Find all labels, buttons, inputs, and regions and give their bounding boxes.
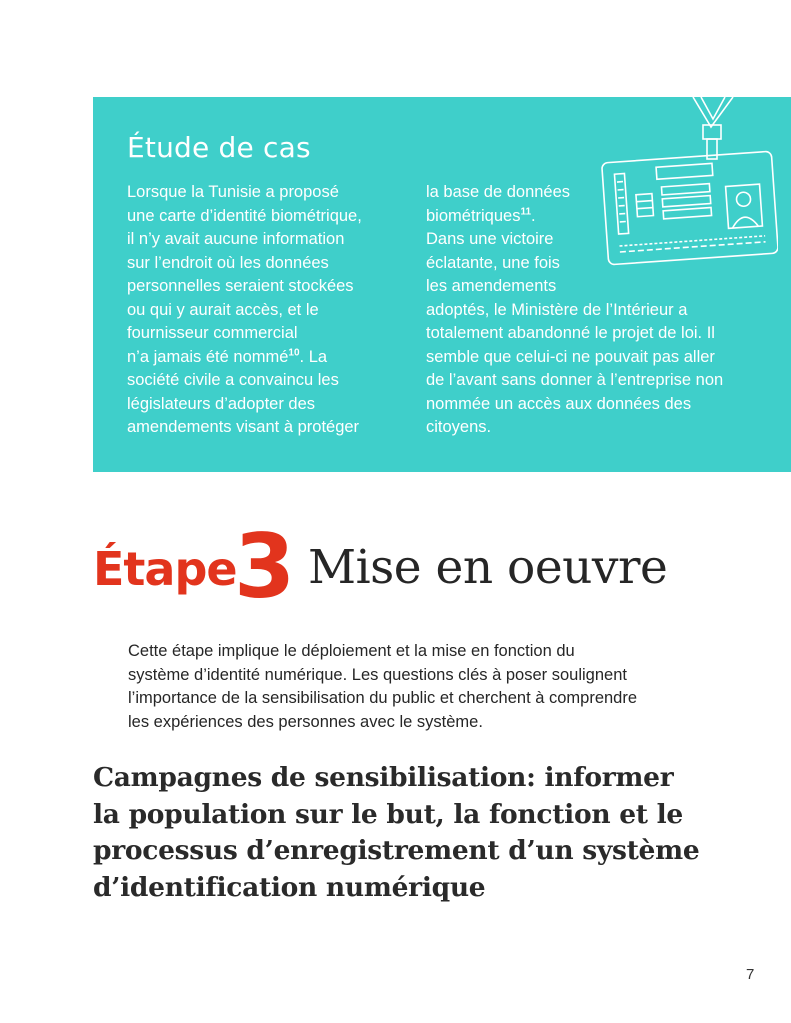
text-line: législateurs d’adopter des [127,394,316,413]
text-line: totalement abandonné le projet de loi. Il [426,324,715,342]
text-line: processus d’enregistrement d’un système [93,835,700,866]
text-line: fournisseur commercial [127,324,298,342]
footnote-ref-10[interactable]: 10 [288,347,300,358]
section-intro [128,640,637,734]
page-number: 7 [746,966,755,983]
step-word: Étape [93,542,237,596]
text-line: la base de données [426,183,571,201]
text-line: une carte d’identité biométrique, [127,206,362,225]
text-line: la population sur le but, la fonction et le [93,798,683,830]
footnote-ref-11[interactable]: 11 [520,206,532,217]
text-fragment: n’a jamais été nommé [127,347,289,366]
text-line: il n’y avait aucune information [127,230,345,248]
text-line [127,346,362,370]
text-line: les amendements [426,277,557,295]
text-line: Lorsque la Tunisie a proposé [127,183,339,201]
text-line: sur l’endroit où les données [127,253,329,272]
case-study-left-column [127,181,362,440]
case-study-box [93,97,791,472]
text-line: personnelles seraient stockées [127,277,354,295]
text-line: amendements visant à protéger [127,418,360,436]
text-line: les expériences des personnes avec le système. [128,712,483,731]
text-line: système d’identité numérique. Les questions clés à poser soulignent [128,665,627,684]
text-line: Dans une victoire [426,230,554,248]
subsection-heading [93,760,699,906]
text-line: Campagnes de sensibilisation: informer [93,762,674,793]
text-line: société civile a convaincu les [127,371,339,389]
text-fragment: . [531,206,536,225]
text-line: ou qui y aurait accès, et le [127,300,319,319]
text-line: éclatante, une fois [426,253,560,272]
case-study-title: Étude de cas [127,131,311,164]
text-line: de l’avant sans donner à l’entreprise non [426,371,724,389]
text-line: nommée un accès aux données des [426,394,692,413]
text-line: citoyens. [426,418,492,436]
step-number: 3 [234,515,296,618]
text-fragment: biométriques [426,206,521,225]
text-line: adoptés, le Ministère de l’Intérieur a [426,300,688,319]
case-study-right-column [426,181,723,440]
text-line: d’identification numérique [93,871,486,903]
text-line: Cette étape implique le déploiement et la mise en fonction du [128,642,575,660]
section-title: Mise en oeuvre [308,540,668,595]
text-line: semble que celui-ci ne pouvait pas aller [426,347,715,366]
text-fragment: . La [299,347,328,366]
text-line: l’importance de la sensibilisation du public et cherchent à comprendre [128,689,638,707]
text-line [426,205,723,229]
